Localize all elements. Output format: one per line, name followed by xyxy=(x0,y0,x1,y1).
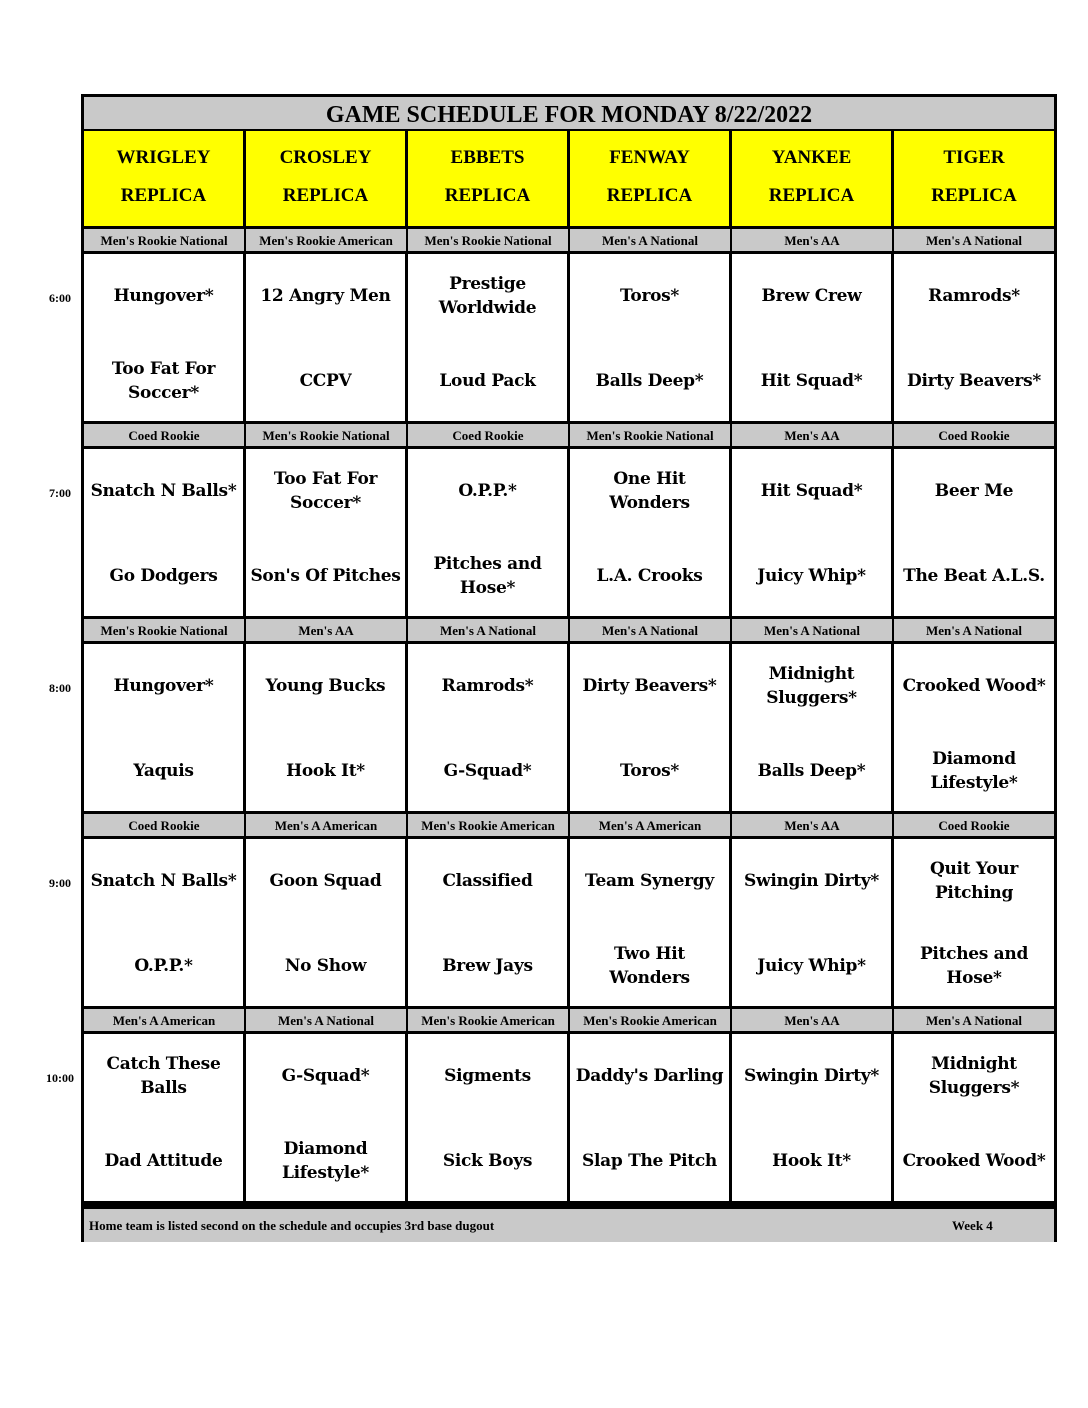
games-row xyxy=(84,644,1054,814)
game-cell xyxy=(732,644,894,814)
away-team: O.P.P.* xyxy=(458,481,517,501)
page-title: GAME SCHEDULE FOR MONDAY 8/22/2022 xyxy=(84,97,1054,131)
home-team: Go Dodgers xyxy=(109,566,218,586)
game-cell xyxy=(408,644,570,814)
game-cell xyxy=(246,1034,408,1204)
field-header-crosley xyxy=(246,131,408,229)
home-team: Two Hit Wonders xyxy=(609,944,690,988)
home-team: Loud Pack xyxy=(439,371,536,391)
field-header-row xyxy=(84,131,1054,229)
division-row xyxy=(84,619,1054,644)
division-label: Men's AA xyxy=(732,814,894,839)
game-cell xyxy=(408,839,570,1009)
field-subtitle: REPLICA xyxy=(931,185,1017,206)
field-header-fenway xyxy=(570,131,732,229)
game-cell xyxy=(408,1034,570,1204)
home-team: Crooked Wood* xyxy=(902,1151,1046,1171)
away-team: Hungover* xyxy=(113,676,214,696)
schedule-table xyxy=(81,94,1057,1242)
division-label: Men's Rookie American xyxy=(408,814,570,839)
home-team: Brew Jays xyxy=(442,956,533,976)
home-team: Juicy Whip* xyxy=(757,566,866,586)
game-cell xyxy=(732,839,894,1009)
time-slot-block xyxy=(84,619,1054,814)
away-team: Crooked Wood* xyxy=(902,676,1046,696)
away-team: Sigments xyxy=(444,1066,531,1086)
game-cell xyxy=(408,254,570,424)
away-team: Hit Squad* xyxy=(760,481,863,501)
home-team: Slap The Pitch xyxy=(582,1151,717,1171)
home-team: Hook It* xyxy=(286,761,365,781)
field-header-wrigley xyxy=(84,131,246,229)
game-cell xyxy=(84,1034,246,1204)
games-row xyxy=(84,449,1054,619)
division-label: Men's AA xyxy=(732,1009,894,1034)
home-team: The Beat A.L.S. xyxy=(903,566,1045,586)
division-label: Men's Rookie American xyxy=(246,229,408,254)
field-header-yankee xyxy=(732,131,894,229)
time-slot-block xyxy=(84,229,1054,424)
division-label: Men's A National xyxy=(732,619,894,644)
game-cell xyxy=(894,449,1054,619)
division-label: Men's AA xyxy=(246,619,408,644)
home-team: Dad Attitude xyxy=(104,1151,223,1171)
division-row xyxy=(84,1009,1054,1034)
game-cell xyxy=(894,839,1054,1009)
game-cell xyxy=(732,449,894,619)
field-name: FENWAY xyxy=(609,147,690,168)
games-row xyxy=(84,254,1054,424)
division-label: Men's A National xyxy=(408,619,570,644)
away-team: G-Squad* xyxy=(281,1066,370,1086)
time-slot-block xyxy=(84,1009,1054,1204)
division-label: Men's Rookie National xyxy=(84,229,246,254)
away-team: Hungover* xyxy=(113,286,214,306)
game-cell xyxy=(570,449,732,619)
away-team: Classified xyxy=(442,871,533,891)
division-label: Men's AA xyxy=(732,229,894,254)
away-team: Snatch N Balls* xyxy=(90,481,237,501)
away-team: Team Synergy xyxy=(585,871,714,891)
home-team: Yaquis xyxy=(133,761,194,781)
division-label: Men's A American xyxy=(246,814,408,839)
field-subtitle: REPLICA xyxy=(282,185,369,206)
away-team: Swingin Dirty* xyxy=(744,871,879,891)
home-team: L.A. Crooks xyxy=(596,566,703,586)
game-cell xyxy=(84,449,246,619)
division-row xyxy=(84,814,1054,839)
time-label: 8:00 xyxy=(49,681,71,695)
division-label: Men's Rookie National xyxy=(84,619,246,644)
away-team: Goon Squad xyxy=(269,871,382,891)
division-label: Men's Rookie American xyxy=(408,1009,570,1034)
game-cell xyxy=(570,839,732,1009)
home-team: Son's Of Pitches xyxy=(250,566,401,586)
footer-note: Home team is listed second on the schedule and occupies 3rd base dugout xyxy=(89,1218,495,1233)
away-team: Midnight Sluggers* xyxy=(928,1054,1020,1098)
games-row xyxy=(84,1034,1054,1204)
away-team: Brew Crew xyxy=(761,286,862,306)
division-label: Men's A National xyxy=(246,1009,408,1034)
division-label: Men's Rookie American xyxy=(570,1009,732,1034)
game-cell xyxy=(84,254,246,424)
away-team: Beer Me xyxy=(934,481,1014,501)
game-cell xyxy=(894,1034,1054,1204)
division-label: Men's A National xyxy=(894,229,1054,254)
home-team: Hook It* xyxy=(772,1151,851,1171)
footer-bar xyxy=(84,1209,1054,1242)
away-team: Swingin Dirty* xyxy=(744,1066,879,1086)
division-label: Coed Rookie xyxy=(84,814,246,839)
field-subtitle: REPLICA xyxy=(768,185,855,206)
game-cell xyxy=(570,254,732,424)
away-team: Midnight Sluggers* xyxy=(766,664,857,708)
field-name: CROSLEY xyxy=(279,147,372,168)
game-cell xyxy=(570,1034,732,1204)
home-team: No Show xyxy=(284,956,367,976)
game-cell xyxy=(84,839,246,1009)
game-cell xyxy=(894,254,1054,424)
home-team: Dirty Beavers* xyxy=(907,371,1041,391)
game-cell xyxy=(246,254,408,424)
game-cell xyxy=(732,254,894,424)
field-name: TIGER xyxy=(943,147,1005,168)
field-subtitle: REPLICA xyxy=(120,185,207,206)
division-label: Men's A American xyxy=(570,814,732,839)
time-label: 10:00 xyxy=(46,1071,74,1085)
field-name: EBBETS xyxy=(450,147,525,168)
home-team: Toros* xyxy=(620,761,679,781)
game-cell xyxy=(732,1034,894,1204)
away-team: Prestige Worldwide xyxy=(438,274,537,318)
field-header-ebbets xyxy=(408,131,570,229)
field-header-tiger xyxy=(894,131,1054,229)
division-label: Men's A National xyxy=(570,229,732,254)
home-team: Pitches and Hose* xyxy=(433,554,542,598)
division-label: Coed Rookie xyxy=(84,424,246,449)
home-team: CCPV xyxy=(299,371,352,391)
division-row xyxy=(84,424,1054,449)
time-label: 7:00 xyxy=(49,486,71,500)
division-label: Men's A American xyxy=(84,1009,246,1034)
away-team: Daddy's Darling xyxy=(575,1066,724,1086)
division-label: Men's A National xyxy=(894,619,1054,644)
home-team: Diamond Lifestyle* xyxy=(930,749,1018,793)
field-subtitle: REPLICA xyxy=(444,185,531,206)
games-row xyxy=(84,839,1054,1009)
away-team: Ramrods* xyxy=(928,286,1020,306)
away-team: Too Fat For Soccer* xyxy=(273,469,378,513)
division-row xyxy=(84,229,1054,254)
game-cell xyxy=(408,449,570,619)
away-team: Toros* xyxy=(620,286,679,306)
time-label: 9:00 xyxy=(49,876,71,890)
field-subtitle: REPLICA xyxy=(606,185,693,206)
field-name: WRIGLEY xyxy=(116,147,211,168)
division-label: Men's A National xyxy=(894,1009,1054,1034)
away-team: 12 Angry Men xyxy=(260,286,391,306)
game-cell xyxy=(246,839,408,1009)
division-label: Men's Rookie National xyxy=(246,424,408,449)
game-cell xyxy=(570,644,732,814)
division-label: Men's Rookie National xyxy=(408,229,570,254)
division-label: Men's AA xyxy=(732,424,894,449)
division-label: Coed Rookie xyxy=(894,424,1054,449)
home-team: Balls Deep* xyxy=(595,371,704,391)
home-team: Diamond Lifestyle* xyxy=(281,1139,369,1183)
division-label: Men's Rookie National xyxy=(570,424,732,449)
division-label: Coed Rookie xyxy=(894,814,1054,839)
home-team: Pitches and Hose* xyxy=(919,944,1029,988)
time-label: 6:00 xyxy=(49,291,71,305)
away-team: Ramrods* xyxy=(441,676,534,696)
home-team: Juicy Whip* xyxy=(757,956,866,976)
division-label: Coed Rookie xyxy=(408,424,570,449)
away-team: Catch These Balls xyxy=(106,1054,221,1098)
home-team: O.P.P.* xyxy=(134,956,193,976)
game-cell xyxy=(246,644,408,814)
away-team: Young Bucks xyxy=(265,676,386,696)
time-slot-block xyxy=(84,814,1054,1009)
game-cell xyxy=(84,644,246,814)
away-team: Snatch N Balls* xyxy=(90,871,237,891)
home-team: Balls Deep* xyxy=(757,761,866,781)
away-team: One Hit Wonders xyxy=(609,469,690,513)
field-name: YANKEE xyxy=(771,147,852,168)
game-cell xyxy=(894,644,1054,814)
away-team: Dirty Beavers* xyxy=(582,676,717,696)
game-cell xyxy=(246,449,408,619)
division-label: Men's A National xyxy=(570,619,732,644)
away-team: Quit Your Pitching xyxy=(929,859,1018,903)
home-team: Hit Squad* xyxy=(760,371,863,391)
home-team: G-Squad* xyxy=(443,761,532,781)
time-slot-block xyxy=(84,424,1054,619)
week-label: Week 4 xyxy=(952,1218,993,1233)
home-team: Sick Boys xyxy=(442,1151,533,1171)
home-team: Too Fat For Soccer* xyxy=(111,359,216,403)
